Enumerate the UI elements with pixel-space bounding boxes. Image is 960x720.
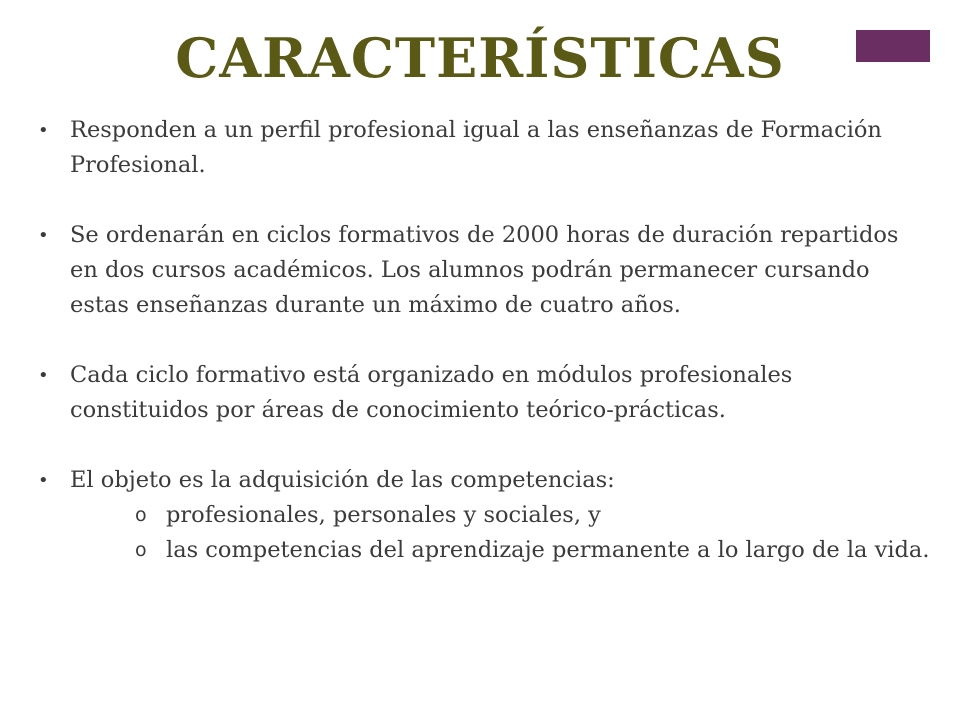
- bullet-text: Se ordenarán en ciclos formativos de 2000 horas de duración repartidos en dos cursos académicos. Los alumnos podrán permanecer cursando estas enseñanzas durante un máximo de cuatro años.: [70, 222, 899, 318]
- accent-block: [856, 30, 930, 62]
- bullet-item-ciclos: [30, 218, 930, 323]
- sub-bullet-icon: o: [135, 504, 147, 526]
- bullet-list: [30, 113, 930, 568]
- slide-title: CARACTERÍSTICAS: [175, 26, 785, 90]
- bullet-item-objeto: [30, 463, 930, 498]
- bullet-item-perfil: [30, 113, 930, 183]
- bullet-icon: •: [38, 365, 49, 386]
- sub-bullet-text: las competencias del aprendizaje permanente a lo largo de la vida.: [166, 537, 930, 563]
- bullet-item-modulos: [30, 358, 930, 428]
- bullet-text: El objeto es la adquisición de las competencias:: [70, 467, 615, 493]
- sub-bullet-item-competencias: [30, 498, 930, 533]
- bullet-icon: •: [38, 120, 49, 141]
- bullet-text: Responden a un perfil profesional igual a las enseñanzas de Formación Profesional.: [70, 117, 882, 178]
- bullet-icon: •: [38, 225, 49, 246]
- bullet-text: Cada ciclo formativo está organizado en módulos profesionales constituidos por áreas de conocimiento teórico-prácticas.: [70, 362, 793, 423]
- bullet-icon: •: [38, 470, 49, 491]
- sub-bullet-item-aprendizaje: [30, 533, 930, 568]
- sub-bullet-text: profesionales, personales y sociales, y: [166, 502, 601, 528]
- sub-bullet-icon: o: [135, 539, 147, 561]
